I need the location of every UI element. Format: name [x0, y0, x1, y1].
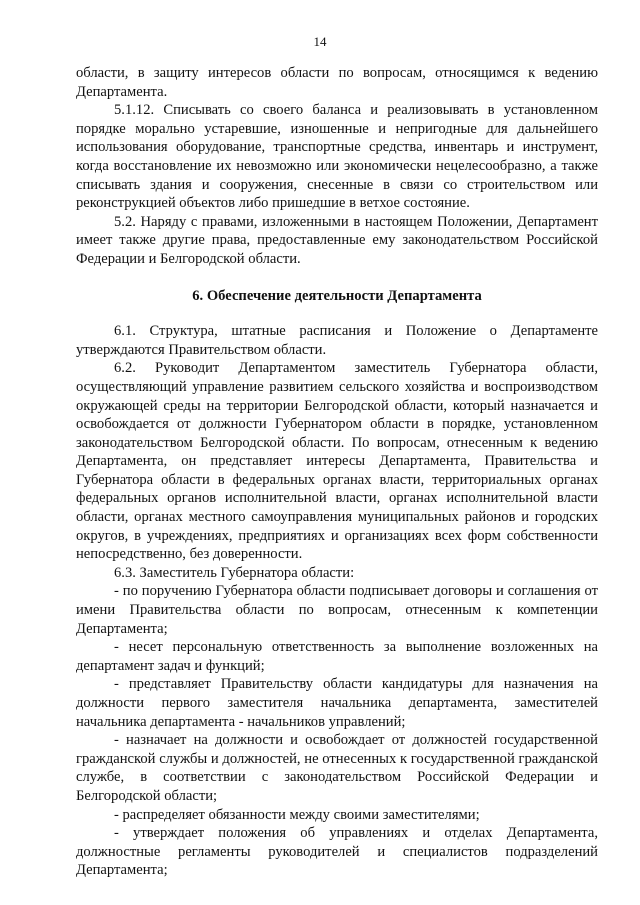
paragraph: - назначает на должности и освобождает от должностей государственной гражданской службы и должностей, не отнесенных к государственной гражданской службе, в соответствии с законодательством Российской Федерации и Белгородской области;	[76, 732, 598, 804]
paragraph: 5.1.12. Списывать со своего баланса и реализовывать в установленном порядке морально устаревшие, изношенные и непригодные для дальнейшего использования оборудование, транспортные средства, инвентарь и инструмент, когда восстановление их невозможно или экономически нецелесообразно, а также списывать здания и сооружения, снесенные в связи со строительством или реконструкцией объектов либо пришедшие в ветхое состояние.	[76, 102, 598, 212]
paragraph: 6.1. Структура, штатные расписания и Положение о Департаменте утверждаются Правительством области.	[76, 323, 598, 358]
section-title: 6. Обеспечение деятельности Департамента	[192, 287, 482, 304]
paragraph: 5.2. Наряду с правами, изложенными в настоящем Положении, Департамент имеет также другие права, предоставленные ему законодательством Российской Федерации и Белгородской области.	[76, 213, 598, 267]
paragraphs-after-section	[76, 322, 598, 880]
paragraph: 6.2. Руководит Департаментом заместитель Губернатора области, осуществляющий управление развитием сельского хозяйства и воспроизводством окружающей среды на территории Белгородской области, который назначается и освобождается от должности Губернатором области в порядке, установленном законодательством Белгородской области. По вопросам, отнесенным к ведению Департамента, он представляет интересы Департамента, Правительства и Губернатора области в федеральных органах власти, территориальных органах федеральных органов исполнительной власти, органах исполнительной власти области, органах местного самоуправления муниципальных районов и городских округов, в учреждениях, предприятиях и организациях всех форм собственности непосредственно, без доверенности.	[76, 360, 598, 563]
paragraph: - утверждает положения об управлениях и отделах Департамента, должностные регламенты руководителей и специалистов подразделений Департамента;	[76, 825, 598, 879]
paragraph: - по поручению Губернатора области подписывает договоры и соглашения от имени Правительства области по вопросам, отнесенным к компетенции Департамента;	[76, 583, 598, 637]
paragraph: - несет персональную ответственность за выполнение возложенных на департамент задач и функций;	[76, 639, 598, 674]
paragraph: 6.3. Заместитель Губернатора области:	[114, 564, 355, 581]
page-number: 14	[313, 34, 327, 49]
document-body	[76, 64, 598, 880]
paragraph: - распределяет обязанности между своими заместителями;	[114, 806, 480, 823]
paragraph: - представляет Правительству области кандидатуры для назначения на должности первого заместителя начальника департамента, заместителей начальника департамента - начальников управлений;	[76, 676, 598, 730]
paragraphs-before-section	[76, 64, 598, 269]
paragraph: области, в защиту интересов области по вопросам, относящимся к ведению Департамента.	[76, 65, 598, 100]
